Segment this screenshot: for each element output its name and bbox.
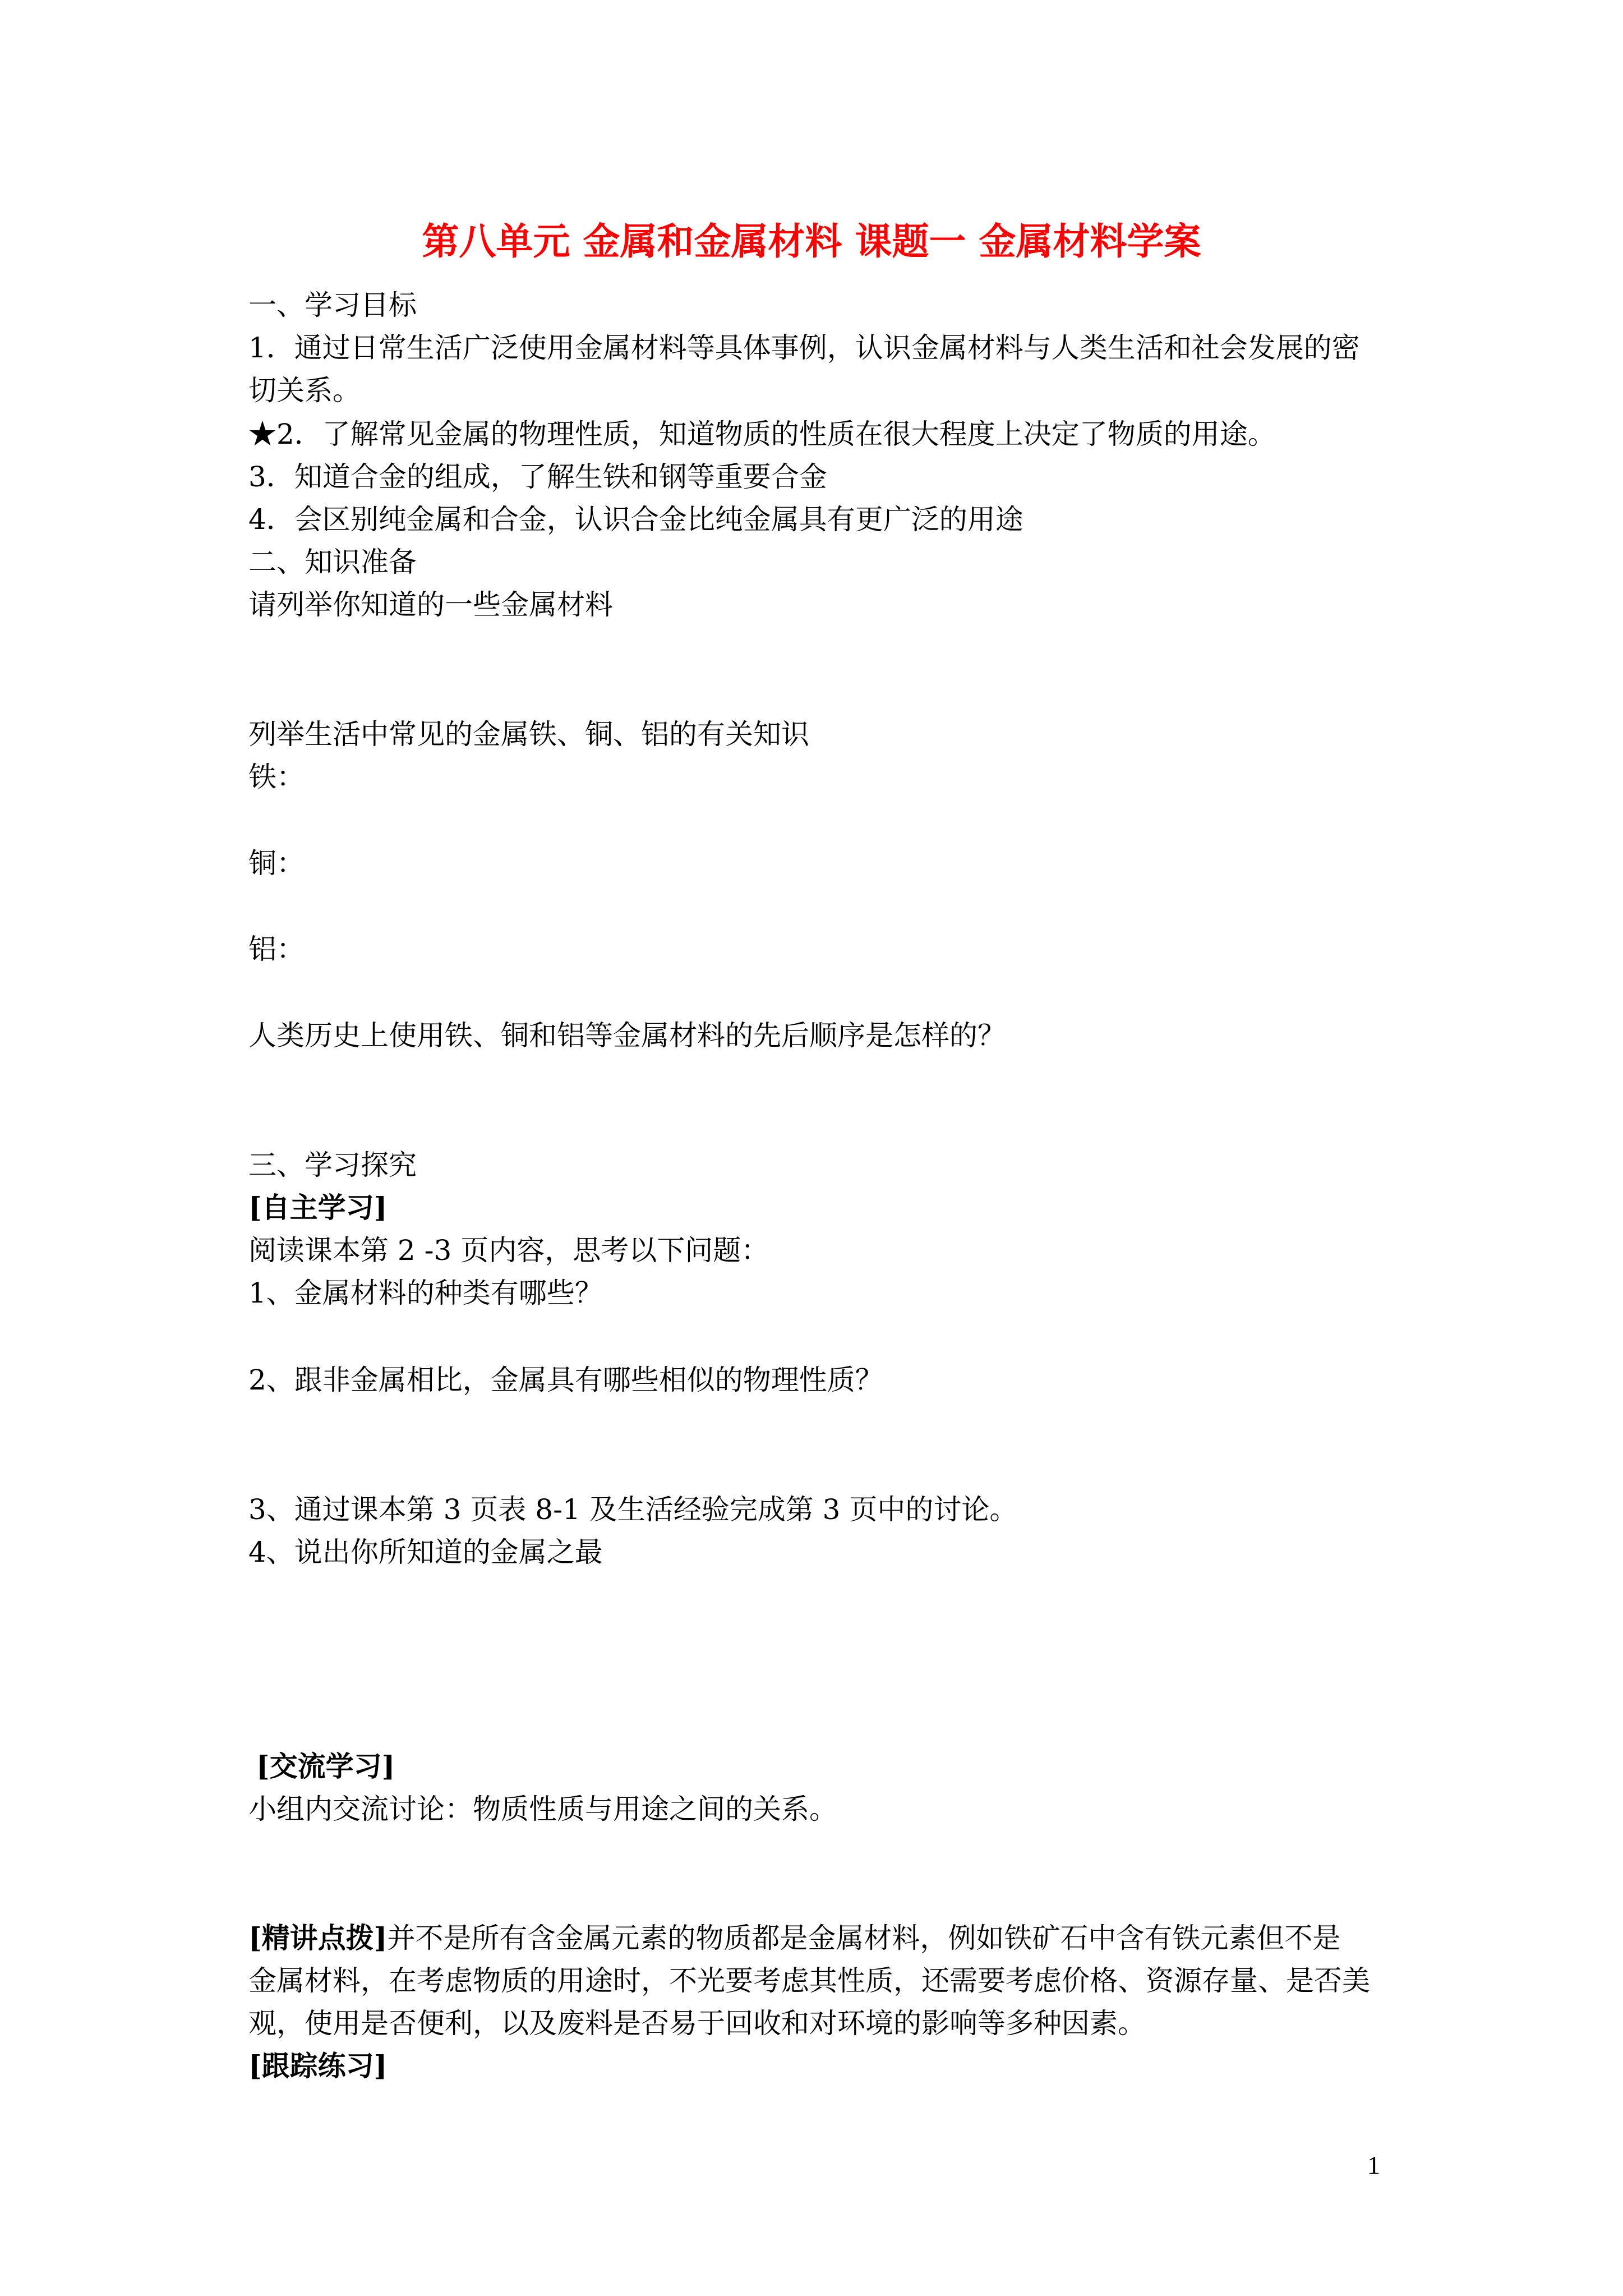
question-1: 1、金属材料的种类有哪些？ (248, 1277, 603, 1309)
page-number: 1 (1367, 2151, 1380, 2179)
prompt-common-metals: 列举生活中常见的金属铁、铜、铝的有关知识 (248, 718, 809, 751)
question-2: 2、跟非金属相比，金属具有哪些相似的物理性质？ (248, 1364, 883, 1396)
section-heading-preparation: 二、知识准备 (248, 546, 417, 578)
label-self-study: [自主学习] (248, 1191, 388, 1224)
label-exchange: [交流学习] (256, 1750, 395, 1783)
section-heading-goals: 一、学习目标 (248, 289, 417, 321)
explain-line-2: 金属材料，在考虑物质的用途时，不光要考虑其性质，还需要考虑价格、资源存量、是否美 (248, 1964, 1370, 1997)
goal-1-line-2: 切关系。 (248, 374, 361, 407)
question-4: 4、说出你所知道的金属之最 (248, 1536, 603, 1568)
label-copper: 铜： (248, 847, 305, 880)
section-heading-explore: 三、学习探究 (248, 1149, 417, 1181)
explain-line-1 (248, 1917, 1340, 1959)
prompt-list-metals: 请列举你知道的一些金属材料 (248, 588, 613, 621)
goal-4: 4．会区别纯金属和合金，认识合金比纯金属具有更广泛的用途 (248, 503, 1023, 536)
explain-text-1: 并不是所有含金属元素的物质都是金属材料，例如铁矿石中含有铁元素但不是 (387, 1922, 1341, 1954)
label-explain: [精讲点拨] (248, 1921, 388, 1954)
goal-2: ★2．了解常见金属的物理性质，知道物质的性质在很大程度上决定了物质的用途。 (248, 418, 1276, 450)
goal-3: 3．知道合金的组成，了解生铁和钢等重要合金 (248, 461, 827, 493)
prompt-history-order: 人类历史上使用铁、铜和铝等金属材料的先后顺序是怎样的？ (248, 1019, 1006, 1052)
question-3: 3、通过课本第 3 页表 8-1 及生活经验完成第 3 页中的讨论。 (248, 1493, 1018, 1526)
label-aluminum: 铝： (248, 933, 305, 965)
explain-line-3: 观，使用是否便利，以及废料是否易于回收和对环境的影响等多种因素。 (248, 2007, 1146, 2040)
label-practice: [跟踪练习] (248, 2049, 388, 2082)
label-iron: 铁： (248, 761, 305, 793)
page-title: 第八单元 金属和金属材料 课题一 金属材料学案 (422, 219, 1201, 263)
exchange-text: 小组内交流讨论：物质性质与用途之间的关系。 (248, 1793, 837, 1825)
read-instruction: 阅读课本第 2 -3 页内容，思考以下问题： (248, 1234, 769, 1267)
goal-1-line-1: 1．通过日常生活广泛使用金属材料等具体事例，认识金属材料与人类生活和社会发展的密 (248, 332, 1360, 364)
